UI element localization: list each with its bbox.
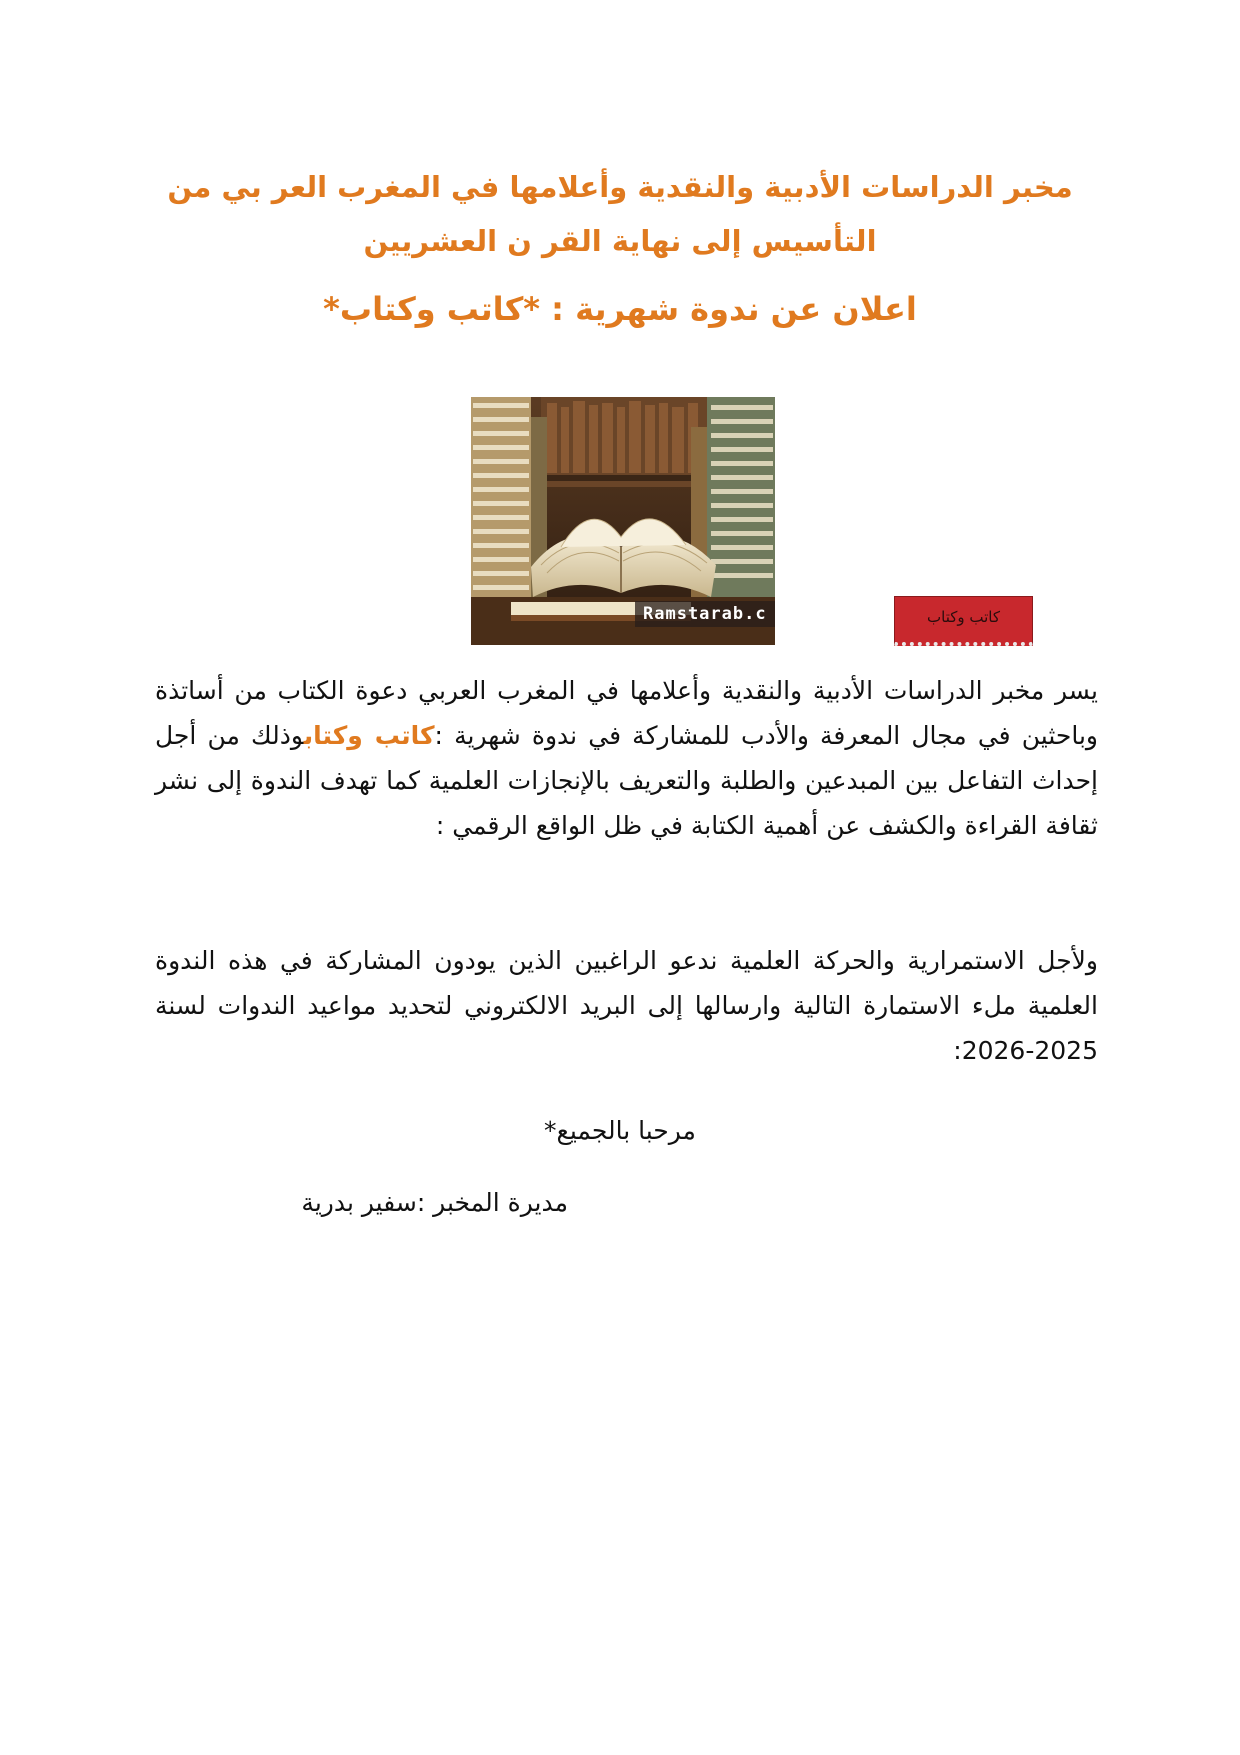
paragraph-text-before: يسر مخبر الدراسات الأدبية والنقدية وأعلامها في المغرب العربي دعوة الكتاب من أساتذة وباحثين في مجال المعرفة والأدب للمشاركة في ندوة شهرية :: [155, 676, 1098, 750]
invitation-paragraph: [155, 668, 1098, 848]
paragraph-text-after: وذلك من أجل إحداث التفاعل بين المبدعين والطلبة والتعريف بالإنجازات العلمية كما تهدف الندوة إلى نشر ثقافة القراءة والكشف عن أهمية الكتابة في ظل الواقع الرقمي :: [155, 721, 1098, 840]
participation-paragraph: ولأجل الاستمرارية والحركة العلمية ندعو الراغبين الذين يودون المشاركة في هذه الندوة العلمية ملء الاستمارة التالية وارسالها إلى البريد الالكتروني لتحديد مواعيد الندوات لسنة 2025-2026:: [155, 946, 1098, 1065]
document-title: مخبر الدراسات الأدبية والنقدية وأعلامها في المغرب العر بي من التأسيس إلى نهاية القر ن العشريين: [167, 170, 1073, 258]
tag-button[interactable]: كاتب وكتاب: [894, 596, 1033, 646]
welcome-line: مرحبا بالجميع*: [544, 1116, 696, 1145]
photo-watermark: Ramstarab.c: [635, 601, 775, 627]
announcement-subtitle: اعلان عن ندوة شهرية : *كاتب وكتاب*: [323, 290, 917, 328]
signature-line: مديرة المخبر :سفير بدرية: [301, 1188, 568, 1217]
books-photo: [471, 397, 775, 645]
highlight-kateb-wa-kitab: كاتب وكتاب: [303, 721, 435, 750]
